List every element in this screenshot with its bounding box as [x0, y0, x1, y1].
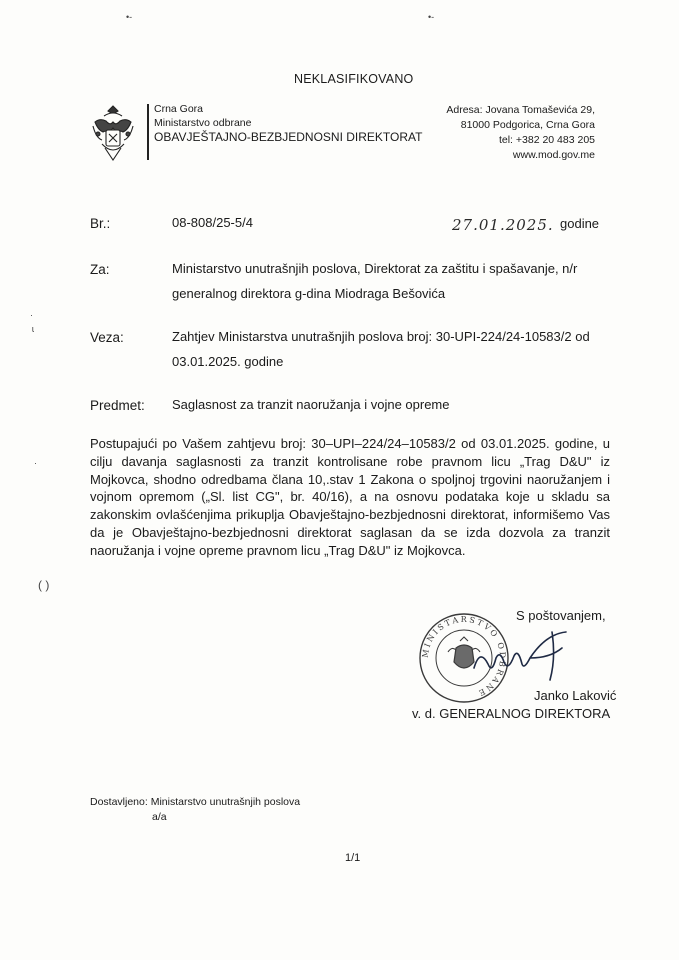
- recipient-line1: Ministarstvo unutrašnjih poslova, Direktorat za zaštitu i spašavanje, n/r: [172, 261, 578, 276]
- recipient-line2: generalnog direktora g-dina Miodraga Bešovića: [172, 286, 446, 301]
- scan-mark: ( ): [38, 578, 50, 592]
- address-street: Adresa: Jovana Tomaševića 29,: [446, 104, 595, 116]
- address-phone: tel: +382 20 483 205: [498, 134, 595, 146]
- classification-label: NEKLASIFIKOVANO: [294, 72, 414, 86]
- coat-of-arms-icon: [90, 104, 136, 162]
- scan-mark: ·: [34, 458, 37, 468]
- ref-label: Br.:: [90, 216, 111, 231]
- body-paragraph: Postupajući po Vašem zahtjevu broj: 30–UPI–224/24–10583/2 od 03.01.2025. godine, u cilju davanja saglasnosti za tranzit kontrolisane robe pravnom licu „Trag D&U" iz Mojkovca, shodno odredbama člana 10,.stav 1 Zakona o spoljnoj trgovini naoružanjem i vojnom opremom („Sl. list CG", br. 40/16), a na osnovu podataka koje u skladu sa zakonskim ovlašćenjima prikuplja Obavještajno-bezbjednosni direktorat, informišemo Vas da je Obavještajno-bezbjednosni direktorat saglasan da se izda dozvola za tranzit naoružanja i vojne opreme pravnom licu „Trag D&U" iz Mojkovca.: [90, 436, 610, 558]
- scan-mark: ɩ: [32, 324, 34, 334]
- address-city: 81000 Podgorica, Crna Gora: [460, 119, 595, 131]
- address-block: [446, 103, 595, 163]
- org-directorate: OBAVJEŠTAJNO-BEZBJEDNOSNI DIREKTORAT: [154, 130, 423, 144]
- distribution-line2: a/a: [152, 811, 167, 823]
- scan-mark: •-: [428, 12, 435, 22]
- recipient-label: Za:: [90, 262, 110, 277]
- org-block: [154, 102, 422, 144]
- ref-date-suffix: godine: [560, 216, 600, 231]
- signature-closing: S poštovanjem,: [516, 608, 606, 623]
- ref-date-handwritten: 27.01.2025.: [452, 216, 554, 234]
- scan-mark: ·: [30, 310, 33, 320]
- recipient-text: [172, 256, 612, 306]
- scan-mark: •-: [126, 12, 133, 22]
- signatory-name: Janko Laković: [534, 688, 617, 703]
- connection-label: Veza:: [90, 330, 124, 345]
- distribution-block: [90, 795, 300, 825]
- connection-text: [172, 324, 632, 374]
- page-number: 1/1: [345, 852, 361, 864]
- connection-line1: Zahtjev Ministarstva unutrašnjih poslova broj: 30-UPI-224/24-10583/2 od: [172, 329, 590, 344]
- address-website: www.mod.gov.me: [512, 149, 595, 161]
- subject-label: Predmet:: [90, 398, 145, 413]
- org-ministry: Ministarstvo odbrane: [154, 117, 252, 129]
- header-divider: [147, 104, 149, 160]
- ref-number: 08-808/25-5/4: [172, 215, 253, 230]
- signatory-title: v. d. GENERALNOG DIREKTORA: [412, 706, 611, 721]
- seal-text: MINISTARSTVO ODBRANE: [420, 614, 508, 699]
- org-country: Crna Gora: [154, 103, 204, 115]
- connection-line2: 03.01.2025. godine: [172, 354, 284, 369]
- subject-text: Saglasnost za tranzit naoružanja i vojne opreme: [172, 397, 450, 412]
- distribution-line1: Dostavljeno: Ministarstvo unutrašnjih poslova: [90, 796, 301, 808]
